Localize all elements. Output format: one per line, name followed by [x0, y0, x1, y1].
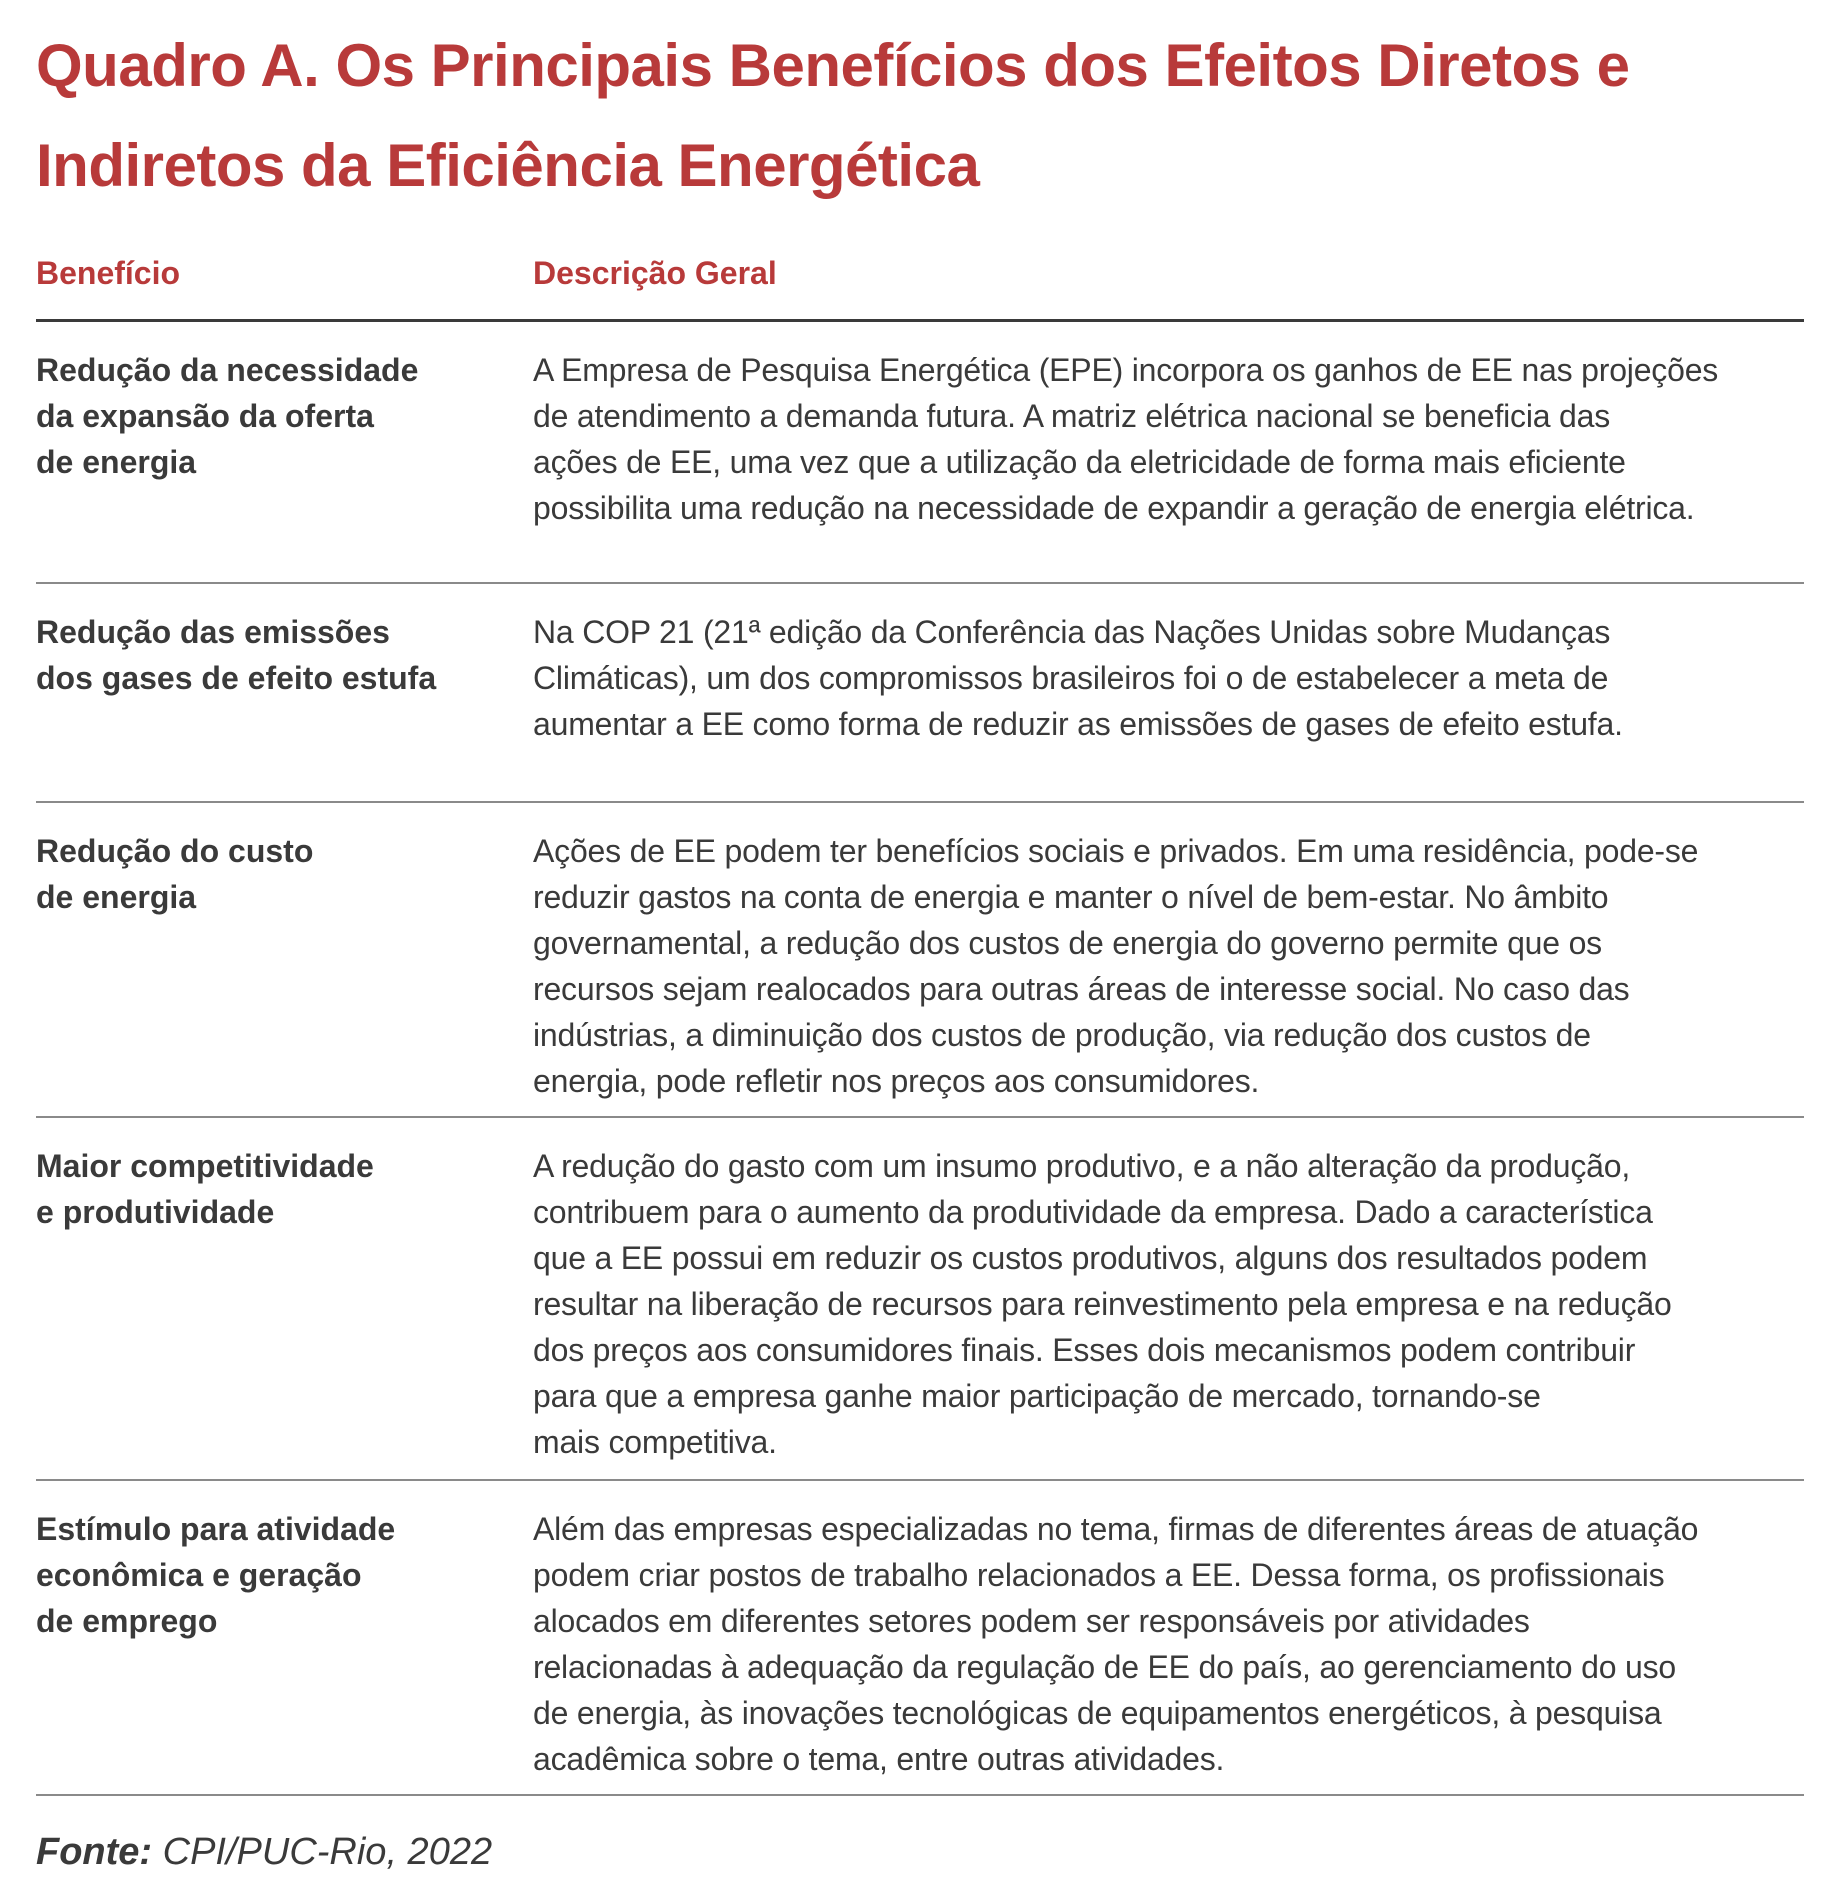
- description-cell: Na COP 21 (21ª edição da Conferência das Nações Unidas sobre Mudanças Climáticas), um dos compromissos brasileiros foi o de estabelecer a meta de aumentar a EE como forma de reduzir as emissões de gases de efeito estufa.: [533, 614, 1623, 742]
- benefit-cell: Redução das emissões dos gases de efeito estufa: [36, 614, 437, 696]
- description-cell: Ações de EE podem ter benefícios sociais e privados. Em uma residência, pode-se reduzir gastos na conta de energia e manter o nível de bem-estar. No âmbito governamental, a redução dos custos de energia do governo permite que os recursos sejam realocados para outras áreas de interesse social. No caso das indústrias, a diminuição dos custos de produção, via redução dos custos de energia, pode refletir nos preços aos consumidores.: [533, 833, 1699, 1099]
- table-header: [36, 241, 1804, 322]
- source-note: [36, 1828, 492, 1876]
- table-row: [36, 803, 1804, 1118]
- description-cell: Além das empresas especializadas no tema, firmas de diferentes áreas de atuação podem criar postos de trabalho relacionados a EE. Dessa forma, os profissionais alocados em diferentes setores podem ser responsáveis por atividades relacionadas à adequação da regulação de EE do país, ao gerenciamento do uso de energia, às inovações tecnológicas de equipamentos energéticos, à pesquisa acadêmica sobre o tema, entre outras atividades.: [533, 1511, 1699, 1777]
- benefit-cell: Maior competitividade e produtividade: [36, 1148, 374, 1230]
- table-row: [36, 1118, 1804, 1481]
- benefits-table: [36, 241, 1804, 1796]
- benefit-cell: Redução do custo de energia: [36, 833, 314, 915]
- page-title: Quadro A. Os Principais Benefícios dos Efeitos Diretos e Indiretos da Eficiência Energética: [36, 32, 1630, 199]
- description-cell: A Empresa de Pesquisa Energética (EPE) incorpora os ganhos de EE nas projeções de atendimento a demanda futura. A matriz elétrica nacional se beneficia das ações de EE, uma vez que a utilização da eletricidade de forma mais eficiente possibilita uma redução na necessidade de expandir a geração de energia elétrica.: [533, 352, 1719, 526]
- description-cell: A redução do gasto com um insumo produtivo, e a não alteração da produção, contribuem para o aumento da produtividade da empresa. Dado a característica que a EE possui em reduzir os custos produtivos, alguns dos resultados podem resultar na liberação de recursos para reinvestimento pela empresa e na redução dos preços aos consumidores finais. Esses dois mecanismos podem contribuir para que a empresa ganhe maior participação de mercado, tornando-se mais competitiva.: [533, 1148, 1672, 1460]
- column-header-benefit: Benefício: [36, 255, 181, 291]
- column-header-description: Descrição Geral: [533, 255, 777, 291]
- benefit-cell: Redução da necessidade da expansão da oferta de energia: [36, 352, 419, 480]
- table-row: [36, 584, 1804, 803]
- benefit-cell: Estímulo para atividade econômica e geração de emprego: [36, 1511, 396, 1639]
- table-row: [36, 322, 1804, 584]
- table-row: [36, 1481, 1804, 1796]
- document-page: [36, 16, 1804, 1873]
- source-label: Fonte:: [36, 1831, 153, 1873]
- source-text: CPI/PUC-Rio, 2022: [152, 1831, 493, 1873]
